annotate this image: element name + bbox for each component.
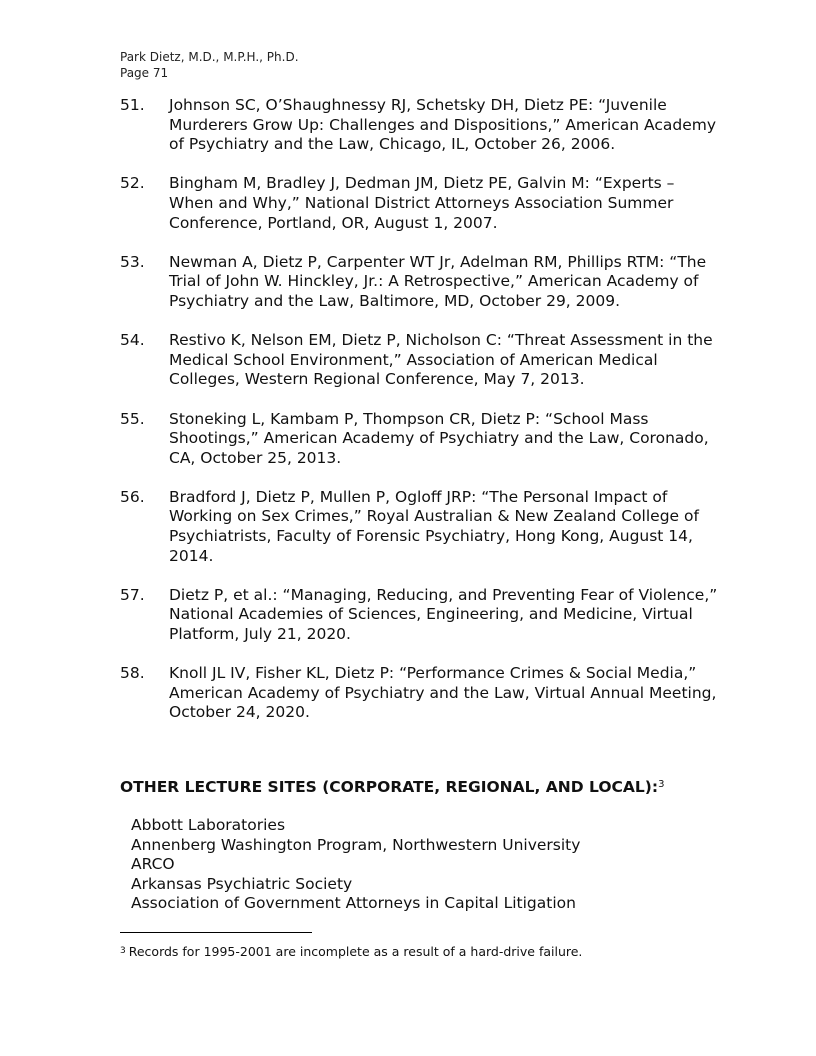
lecture-entry <box>120 410 720 469</box>
entry-number: 57. <box>120 585 145 604</box>
lecture-entry <box>120 96 720 155</box>
entry-number: 56. <box>120 487 145 506</box>
lecture-entry <box>120 253 720 312</box>
lecture-entry <box>120 174 720 233</box>
footnote-separator <box>120 932 312 933</box>
entry-text: Restivo K, Nelson EM, Dietz P, Nicholson C: “Threat Assessment in the Medical School Environment,” Association of American Medical Colleges, Western Regional Conference, May 7, 2013. <box>169 331 713 389</box>
section-title-text: OTHER LECTURE SITES (CORPORATE, REGIONAL, AND LOCAL): <box>120 778 659 796</box>
entry-text: Knoll JL IV, Fisher KL, Dietz P: “Performance Crimes & Social Media,” American Academy of Psychiatry and the Law, Virtual Annual Meeting, October 24, 2020. <box>169 664 717 722</box>
site-item: Arkansas Psychiatric Society <box>131 874 353 893</box>
footnote <box>120 944 582 960</box>
site-item: ARCO <box>131 855 175 874</box>
entry-text: Newman A, Dietz P, Carpenter WT Jr, Adelman RM, Phillips RTM: “The Trial of John W. Hinckley, Jr.: A Retrospective,” American Academy of Psychiatry and the Law, Baltimore, MD, October 29, 2009. <box>169 252 707 310</box>
page-header <box>120 49 299 81</box>
entry-text: Stoneking L, Kambam P, Thompson CR, Dietz P: “School Mass Shootings,” American Academy of Psychiatry and the Law, Coronado, CA, October 25, 2013. <box>169 409 709 467</box>
section-heading <box>120 777 664 797</box>
lecture-entry <box>120 331 720 390</box>
entry-number: 51. <box>120 96 145 114</box>
entry-number: 53. <box>120 252 145 271</box>
footnote-mark: 3 <box>120 946 126 956</box>
site-item: Annenberg Washington Program, Northwestern University <box>131 835 581 854</box>
site-item: Association of Government Attorneys in Capital Litigation <box>131 894 576 913</box>
entry-text: Johnson SC, O’Shaughnessy RJ, Schetsky DH, Dietz PE: “Juvenile Murderers Grow Up: Challenges and Dispositions,” American Academy of Psychiatry and the Law, Chicago, IL, October 26, 2006. <box>169 96 717 154</box>
lecture-list <box>120 96 720 743</box>
page-number: Page 71 <box>120 66 169 80</box>
lecture-entry <box>120 664 720 723</box>
lecture-entry <box>120 586 720 645</box>
lecture-entry <box>120 488 720 566</box>
site-item: Abbott Laboratories <box>131 816 286 834</box>
entry-number: 55. <box>120 409 145 428</box>
entry-number: 58. <box>120 664 145 683</box>
entry-text: Bradford J, Dietz P, Mullen P, Ogloff JRP: “The Personal Impact of Working on Sex Crimes,” Royal Australian & New Zealand College of Psychiatrists, Faculty of Forensic Psychiatry, Hong Kong, August 14, 2014. <box>169 487 699 565</box>
entry-text: Bingham M, Bradley J, Dedman JM, Dietz PE, Galvin M: “Experts – When and Why,” National District Attorneys Association Summer Conference, Portland, OR, August 1, 2007. <box>169 174 675 232</box>
lecture-sites-list <box>131 816 580 914</box>
entry-text: Dietz P, et al.: “Managing, Reducing, and Preventing Fear of Violence,” National Academies of Sciences, Engineering, and Medicine, Virtual Platform, July 21, 2020. <box>169 585 718 644</box>
entry-number: 52. <box>120 174 145 193</box>
entry-number: 54. <box>120 331 145 350</box>
footnote-text: Records for 1995-2001 are incomplete as a result of a hard-drive failure. <box>128 944 583 959</box>
footnote-reference: 3 <box>658 779 665 790</box>
author-line: Park Dietz, M.D., M.P.H., Ph.D. <box>120 50 299 64</box>
